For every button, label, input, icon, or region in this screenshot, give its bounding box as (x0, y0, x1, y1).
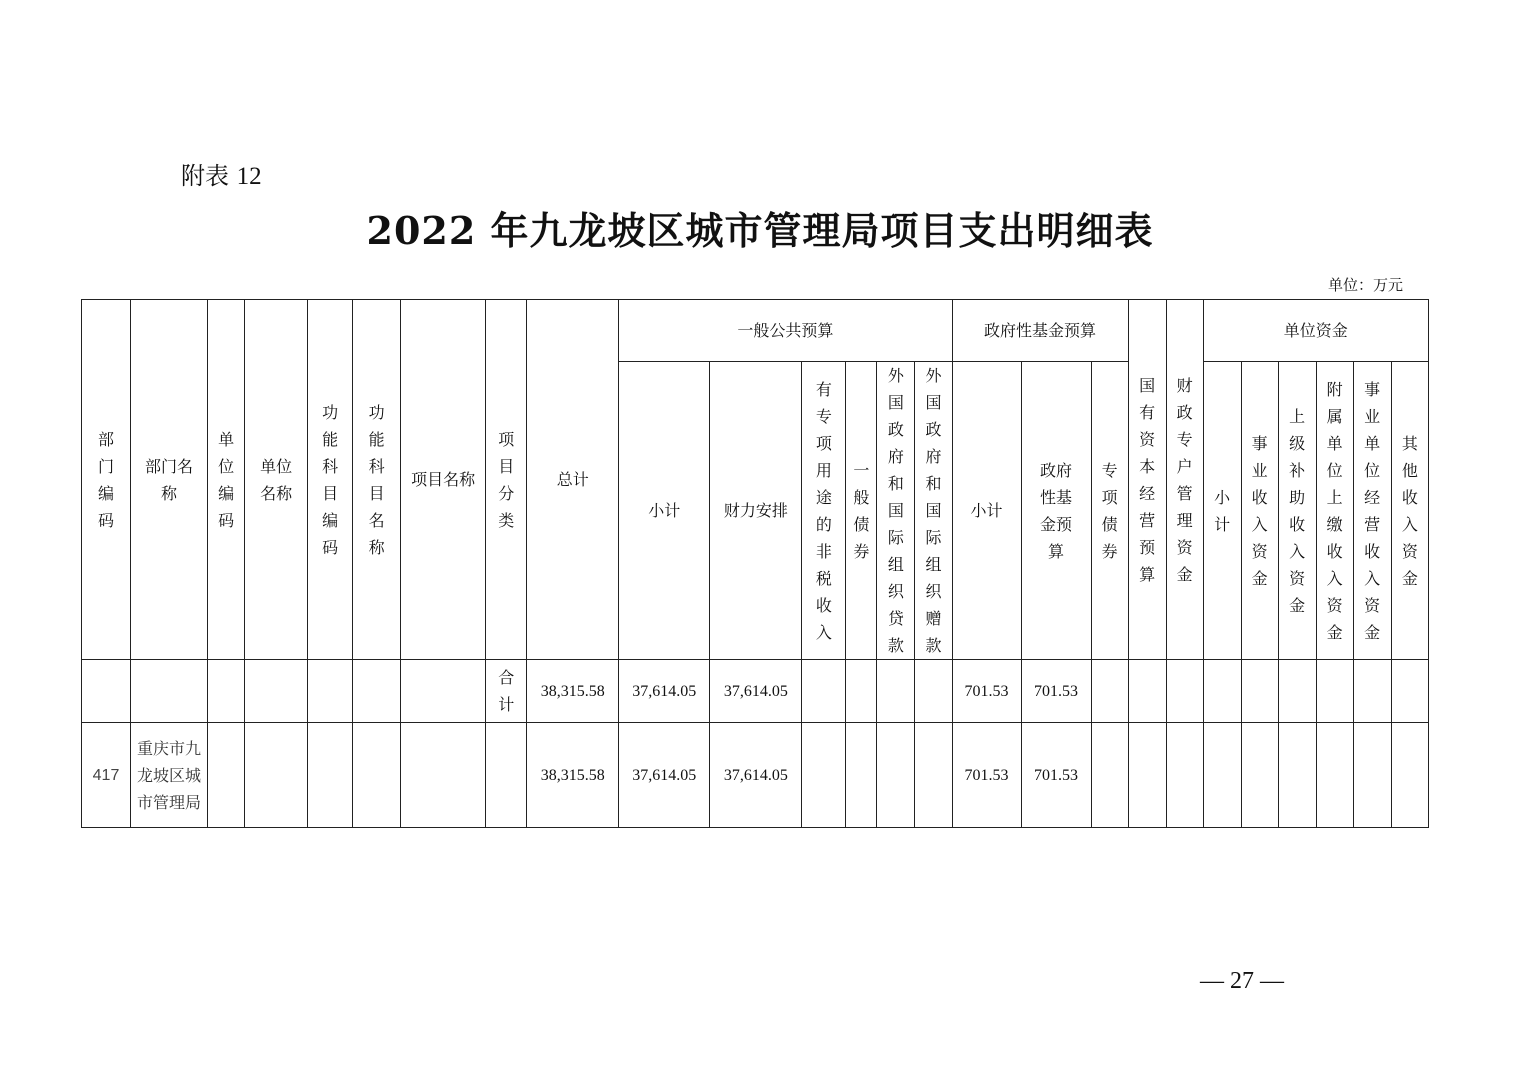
header-dept-code: 部门编码 (82, 300, 131, 660)
cell-uf-operating (1353, 660, 1391, 723)
cell-gb-loan (877, 723, 915, 828)
cell-uf-superior (1278, 723, 1316, 828)
header-gf-bond: 专项债券 (1091, 362, 1128, 660)
cell-gb-bond (846, 723, 877, 828)
header-gb-loan: 外国政府和国际组织贷款 (877, 362, 915, 660)
cell-project-type (486, 723, 527, 828)
header-gf-subtotal: 小计 (952, 362, 1021, 660)
page-title: 2022 年九龙坡区城市管理局项目支出明细表 (366, 208, 1154, 253)
cell-unit-name (245, 660, 308, 723)
header-project-name: 项目名称 (401, 300, 486, 660)
cell-uf-subtotal (1203, 660, 1241, 723)
header-dept-name: 部门名称 (131, 300, 208, 660)
cell-dept-code (82, 660, 131, 723)
header-row-1 (82, 300, 1429, 362)
cell-uf-business (1241, 723, 1278, 828)
cell-gb-nontax (802, 660, 846, 723)
page-number: — 27 — (1200, 968, 1284, 994)
cell-unit-name (245, 723, 308, 828)
cell-uf-operating (1353, 723, 1391, 828)
cell-total: 38,315.58 (527, 660, 619, 723)
table-row-total (82, 660, 1429, 723)
cell-func-code (308, 660, 353, 723)
cell-gb-donation (915, 723, 952, 828)
header-fiscal-account: 财政专户管理资金 (1166, 300, 1203, 660)
table-row-dept (82, 723, 1429, 828)
header-total: 总计 (527, 300, 619, 660)
header-gov-fund: 政府性基金预算 (952, 300, 1128, 362)
header-unit-funds: 单位资金 (1203, 300, 1428, 362)
cell-gb-donation (915, 660, 952, 723)
header-gb-fiscal: 财力安排 (710, 362, 802, 660)
header-uf-business: 事业收入资金 (1241, 362, 1278, 660)
cell-gf-subtotal: 701.53 (952, 723, 1021, 828)
cell-project-name (401, 660, 486, 723)
header-unit-code: 单位编码 (208, 300, 245, 660)
cell-fiscal-account (1166, 660, 1203, 723)
cell-state-capital (1128, 660, 1166, 723)
cell-total: 38,315.58 (527, 723, 619, 828)
cell-gb-loan (877, 660, 915, 723)
cell-uf-subtotal (1203, 723, 1241, 828)
cell-uf-affiliated (1316, 723, 1353, 828)
cell-fiscal-account (1166, 723, 1203, 828)
header-uf-superior: 上级补助收入资金 (1278, 362, 1316, 660)
cell-func-name (353, 723, 401, 828)
cell-uf-affiliated (1316, 660, 1353, 723)
cell-unit-code (208, 723, 245, 828)
header-gb-subtotal: 小计 (619, 362, 710, 660)
cell-gf-subtotal: 701.53 (952, 660, 1021, 723)
cell-unit-code (208, 660, 245, 723)
cell-func-code (308, 723, 353, 828)
cell-state-capital (1128, 723, 1166, 828)
header-uf-subtotal: 小计 (1203, 362, 1241, 660)
header-uf-other: 其他收入资金 (1391, 362, 1428, 660)
attachment-label (181, 156, 262, 191)
cell-gb-fiscal: 37,614.05 (710, 660, 802, 723)
cell-gb-subtotal: 37,614.05 (619, 660, 710, 723)
attachment-number: 12 (236, 163, 262, 190)
header-gb-bond: 一般债券 (846, 362, 877, 660)
cell-gf-budget: 701.53 (1021, 660, 1091, 723)
cell-project-type: 合计 (486, 660, 527, 723)
header-func-name: 功能科目名称 (353, 300, 401, 660)
header-uf-affiliated: 附属单位上缴收入资金 (1316, 362, 1353, 660)
header-uf-operating: 事业单位经营收入资金 (1353, 362, 1391, 660)
header-unit-name: 单位名称 (245, 300, 308, 660)
header-gb-donation: 外国政府和国际组织赠款 (915, 362, 952, 660)
cell-dept-code: 417 (82, 723, 131, 828)
cell-func-name (353, 660, 401, 723)
header-project-type: 项目分类 (486, 300, 527, 660)
cell-dept-name: 重庆市九龙坡区城市管理局 (131, 723, 208, 828)
cell-gb-nontax (802, 723, 846, 828)
cell-dept-name (131, 660, 208, 723)
unit-label: 单位：万元 (1328, 276, 1404, 294)
header-general-budget: 一般公共预算 (619, 300, 952, 362)
header-gb-nontax: 有专项用途的非税收入 (802, 362, 846, 660)
header-state-capital: 国有资本经营预算 (1128, 300, 1166, 660)
cell-gb-bond (846, 660, 877, 723)
header-gf-budget: 政府性基金预算 (1021, 362, 1091, 660)
cell-gf-bond (1091, 660, 1128, 723)
cell-project-name (401, 723, 486, 828)
cell-uf-other (1391, 723, 1428, 828)
cell-gf-bond (1091, 723, 1128, 828)
header-func-code: 功能科目编码 (308, 300, 353, 660)
cell-gf-budget: 701.53 (1021, 723, 1091, 828)
cell-uf-other (1391, 660, 1428, 723)
cell-gb-subtotal: 37,614.05 (619, 723, 710, 828)
cell-gb-fiscal: 37,614.05 (710, 723, 802, 828)
cell-uf-superior (1278, 660, 1316, 723)
attachment-prefix: 附表 (181, 162, 229, 190)
project-expenditure-table (81, 299, 1429, 828)
cell-uf-business (1241, 660, 1278, 723)
